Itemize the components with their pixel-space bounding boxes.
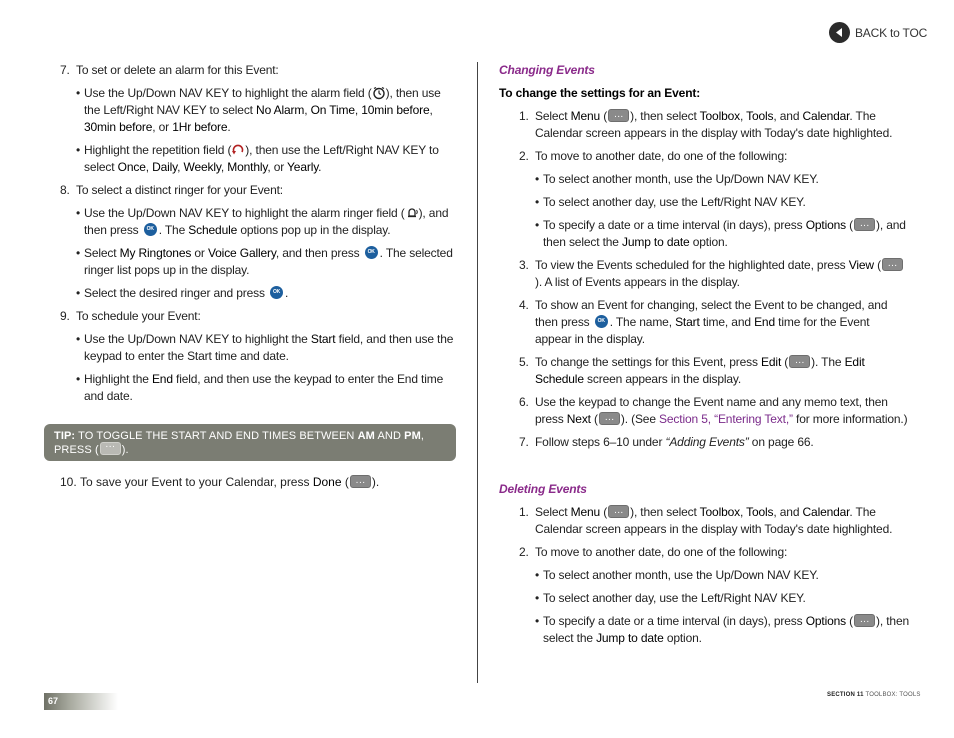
soft-key-icon [100,442,121,455]
step-8: 8. To select a distinct ringer for your Event: [60,183,283,197]
footer-section-label: SECTION 11 TOOLBOX: TOOLS [827,692,921,698]
soft-key-icon [789,355,810,368]
page-number: 67 [44,693,118,710]
alarm-clock-icon [372,86,386,100]
ringer-bell-icon [405,206,419,220]
change-step-1: 1. Select Menu (··· ), then select Toolbox, Tools, and Calendar. The Calendar screen appears in the display with Today's date highlighted. [519,108,909,142]
ok-key-icon [365,246,378,259]
step-8-bullet-3: • Select the desired ringer and press OK. [60,285,460,302]
change-step-3: 3. To view the Events scheduled for the highlighted date, press View (···). A list of Events appears in the display. [519,257,909,291]
soft-key-icon [608,505,629,518]
change-step-4: 4. To show an Event for changing, select the Event to be changed, and then press OK. The name, Start time, and End time for the Event appear in the display. [519,297,909,348]
soft-key-icon [882,258,903,271]
step-7-bullet-1: • Use the Up/Down NAV KEY to highlight the alarm field ( ), then use the Left/Right NAV KEY to select No Alarm, On Time, 10min before, 30min before, or 1Hr before. [60,85,460,136]
step-8-bullet-1: • Use the Up/Down NAV KEY to highlight the alarm ringer field ( ), and then press OK. The Schedule options pop up in the display. [60,205,460,239]
delete-step-2-bullet-3: • To specify a date or a time interval (in days), press Options (··· ), then select the Jump to date option. [519,613,909,647]
step-9-bullet-2: • Highlight the End field, and then use the keypad to enter the End time and date. [60,371,460,405]
step-9-bullet-1: • Use the Up/Down NAV KEY to highlight the Start field, and then use the keypad to enter the Start time and date. [60,331,460,365]
delete-step-2: 2. To move to another date, do one of the following: [519,545,788,559]
delete-step-1: 1. Select Menu (··· ), then select Toolbox, Tools, and Calendar. The Calendar screen appears in the display with Today's date highlighted. [519,504,909,538]
step-9: 9. To schedule your Event: [60,309,201,323]
delete-step-2-bullet-2: • To select another day, use the Left/Right NAV KEY. [519,590,909,607]
soft-key-icon [350,475,371,488]
soft-key-icon [854,218,875,231]
change-step-2: 2. To move to another date, do one of the following: [519,149,788,163]
back-to-toc-link[interactable] [829,22,927,43]
tip-box: TIP: TO TOGGLE THE START AND END TIMES BETWEEN AM AND PM, PRESS (··· ). [44,424,456,461]
back-to-toc-label: BACK to TOC [855,25,928,40]
right-column [499,62,909,653]
change-step-7: 7. Follow steps 6–10 under “Adding Events” on page 66. [519,435,814,449]
change-step-6: 6. Use the keypad to change the Event name and any memo text, then press Next (··· ). (See Section 5, “Entering Text,” for more information.) [519,394,909,428]
ok-key-icon [144,223,157,236]
soft-key-icon [608,109,629,122]
change-step-2-bullet-2: • To select another day, use the Left/Right NAV KEY. [519,194,909,211]
changing-events-subheading: To change the settings for an Event: [499,86,701,100]
change-step-2-bullet-3: • To specify a date or a time interval (in days), press Options (··· ), and then select the Jump to date option. [519,217,909,251]
left-column [60,62,460,411]
ok-key-icon [270,286,283,299]
soft-key-icon [854,614,875,627]
change-step-2-bullet-1: • To select another month, use the Up/Down NAV KEY. [519,171,909,188]
deleting-events-heading: Deleting Events [499,482,587,496]
repeat-icon [231,143,245,157]
soft-key-icon [599,412,620,425]
entering-text-link[interactable]: Section 5, “Entering Text,” [659,412,793,426]
ok-key-icon [595,315,608,328]
back-arrow-icon [829,22,850,43]
delete-step-2-bullet-1: • To select another month, use the Up/Down NAV KEY. [519,567,909,584]
step-10: 10. To save your Event to your Calendar, press Done (··· ). [60,474,460,491]
step-7-bullet-2: • Highlight the repetition field ( ), then use the Left/Right NAV KEY to select Once, Daily, Weekly, Monthly, or Yearly. [60,142,460,176]
change-step-5: 5. To change the settings for this Event, press Edit (··· ). The Edit Schedule screen appears in the display. [519,354,909,388]
changing-events-heading: Changing Events [499,63,595,77]
step-7: 7. To set or delete an alarm for this Event: [60,63,279,77]
step-8-bullet-2: • Select My Ringtones or Voice Gallery, and then press OK. The selected ringer list pops up in the display. [60,245,460,279]
column-divider [477,62,478,683]
